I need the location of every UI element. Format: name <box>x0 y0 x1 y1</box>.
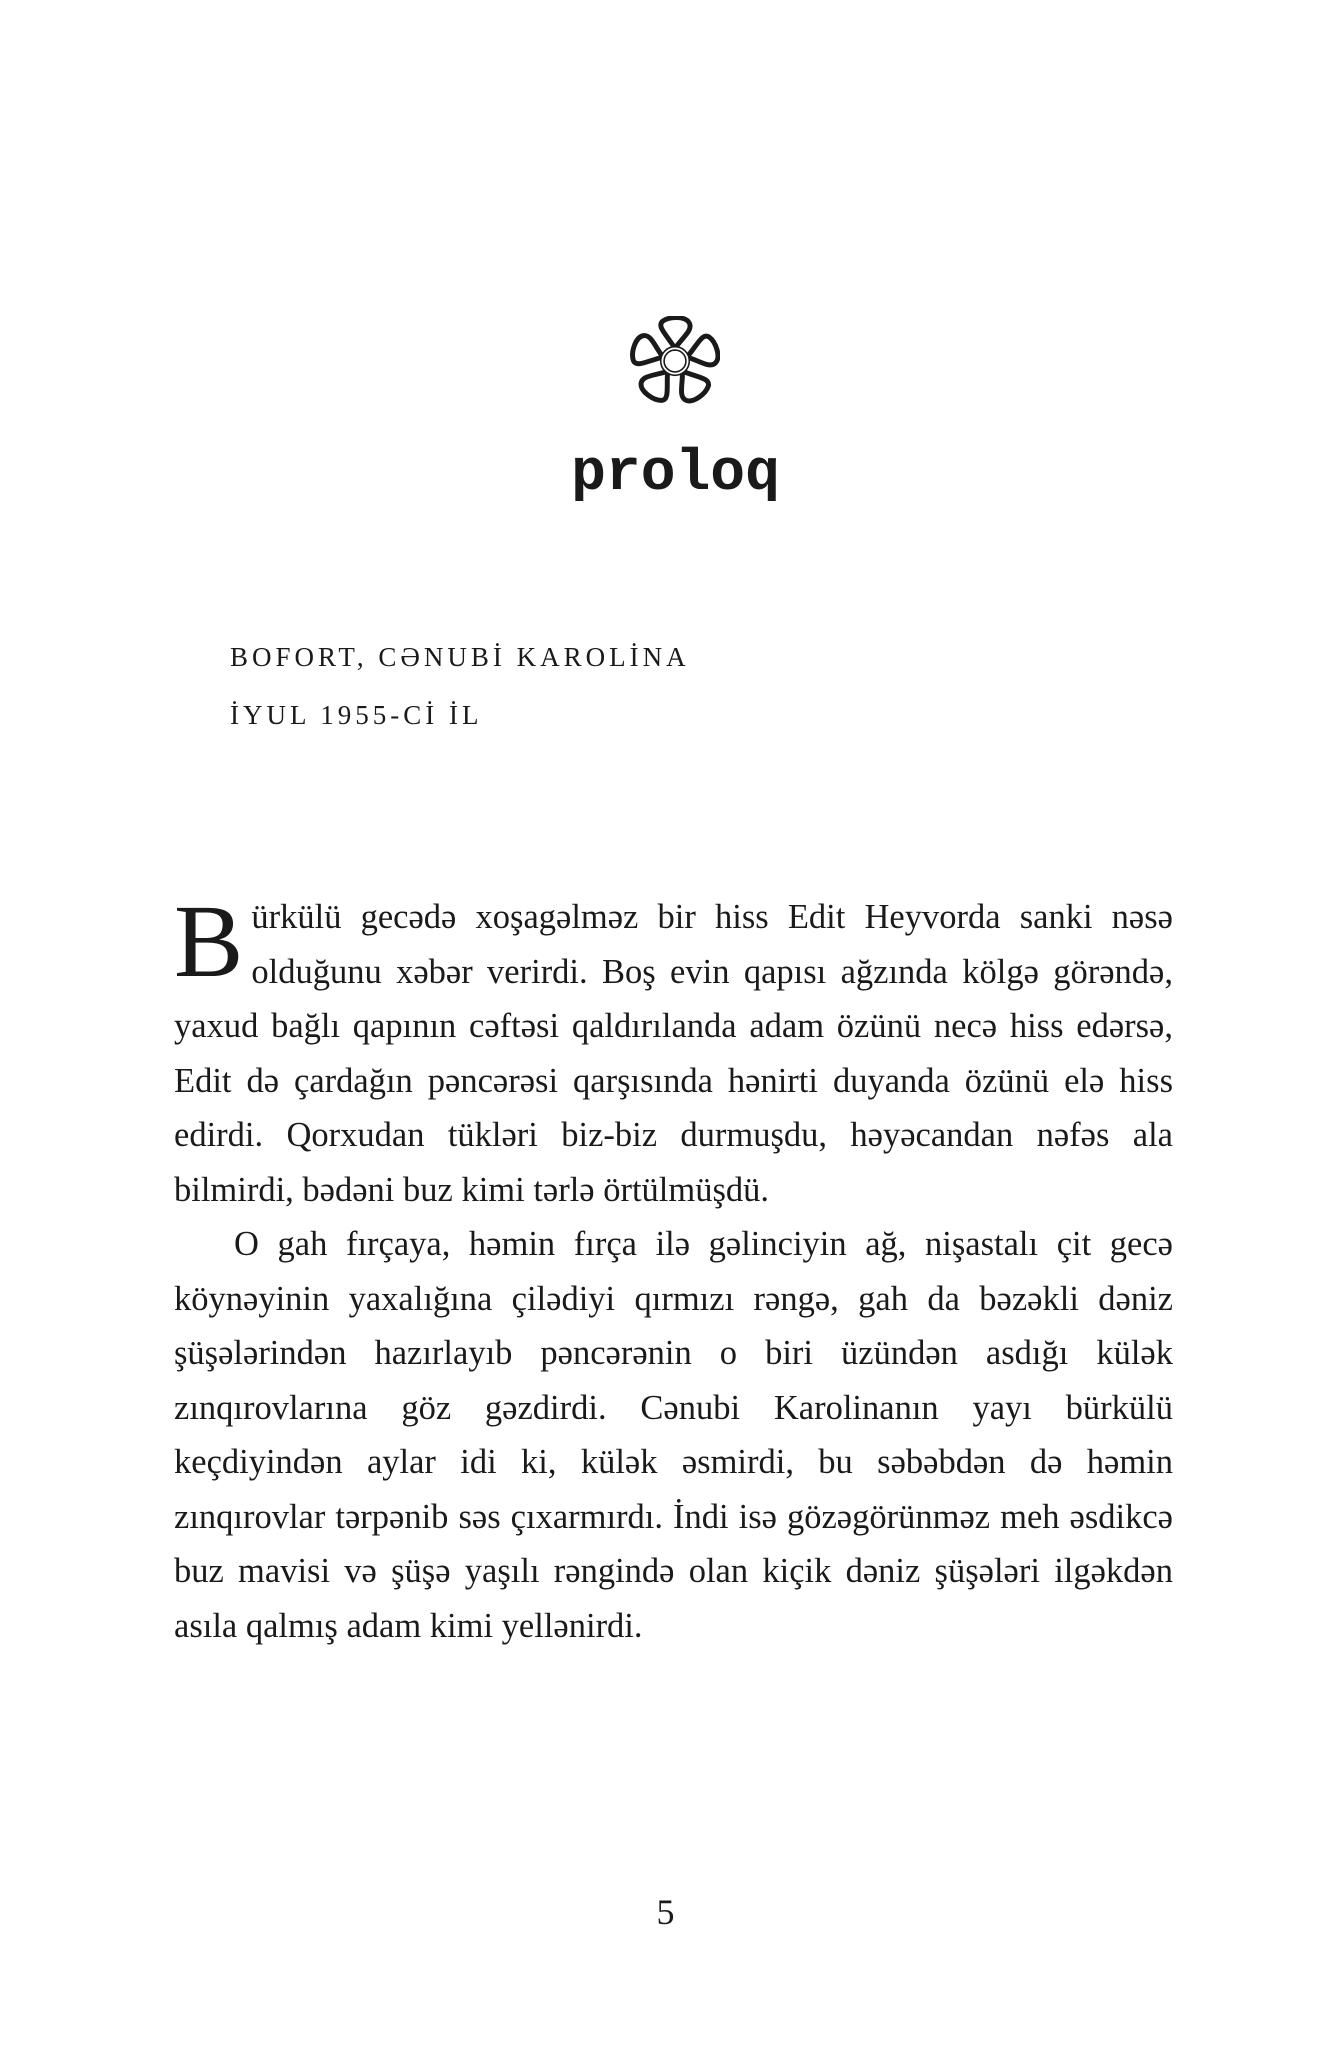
paragraph-1 <box>174 884 1173 1217</box>
paragraph-1-text: ürkülü gecədə xoşagəlməz bir hiss Edit Heyvorda sanki nəsə olduğunu xəbər verirdi. Boş evin qapısı ağzında kölgə görəndə, yaxud bağlı qapının cəftəsi qaldırılanda adam özünü necə hiss edərsə, Edit də çardağın pəncərəsi qarşısında hənirti duyanda özünü elə hiss edirdi. Qorxudan tükləri biz-biz durmuşdu, həyəcandan nəfəs ala bilmirdi, bədəni buz kimi tərlə örtülmüşdü. <box>174 898 1173 1209</box>
page-number: 5 <box>656 1892 675 1932</box>
chapter-location <box>230 628 690 744</box>
location-place: BOFORT, CƏNUBİ KAROLİNA <box>230 642 690 672</box>
drop-cap: B <box>174 884 244 999</box>
celtic-knot-ornament-icon <box>630 316 720 406</box>
paragraph-2: O gah fırçaya, həmin fırça ilə gəlinciyin ağ, nişastalı çit gecə köynəyinin yaxalığına çilədiyi qırmızı rəngə, gah da bəzəkli dəniz şüşələrindən hazırlayıb pəncərənin o biri üzündən asdığı külək zınqırovlarına göz gəzdirdi. Cənubi Karolinanın yayı bürkülü keçdiyindən aylar idi ki, külək əsmirdi, bu səbəbdən də həmin zınqırovlar tərpənib səs çıxarmırdı. İndi isə gözəgörünməz meh əsdikcə buz mavisi və şüşə yaşılı rəngində olan kiçik dəniz şüşələri ilgəkdən asıla qalmış adam kimi yellənirdi. <box>174 1225 1173 1645</box>
chapter-title: proloq <box>571 442 780 507</box>
chapter-body <box>174 884 1173 1653</box>
location-date: İYUL 1955-Cİ İL <box>230 700 483 730</box>
